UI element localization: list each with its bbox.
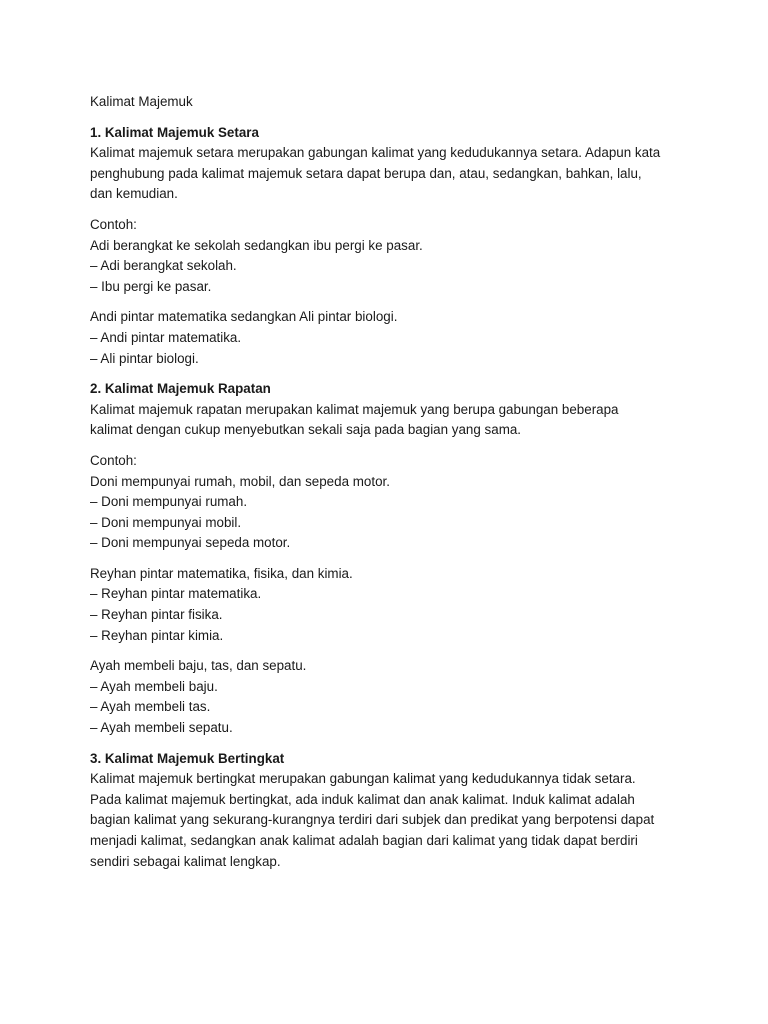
example-label: Contoh: <box>90 216 137 232</box>
example-group <box>90 215 690 297</box>
section-heading: 3. Kalimat Majemuk Bertingkat <box>90 750 285 766</box>
section-heading: 2. Kalimat Majemuk Rapatan <box>90 381 271 397</box>
paragraph-line: kalimat dengan cukup menyebutkan sekali saja pada bagian yang sama. <box>90 422 522 438</box>
example-group <box>90 451 690 554</box>
example-group <box>90 564 690 646</box>
example-sentence: Adi berangkat ke sekolah sedangkan ibu pergi ke pasar. <box>90 237 423 253</box>
paragraph-line: penghubung pada kalimat majemuk setara dapat berupa dan, atau, sedangkan, bahkan, lalu, <box>90 165 642 181</box>
section-setara <box>90 123 690 370</box>
example-group <box>90 307 690 369</box>
example-item: – Ayah membeli sepatu. <box>90 720 233 736</box>
example-item: – Ayah membeli baju. <box>90 678 218 694</box>
example-item: – Ibu pergi ke pasar. <box>90 278 212 294</box>
example-item: – Doni mempunyai mobil. <box>90 514 242 530</box>
example-item: – Ayah membeli tas. <box>90 699 211 715</box>
example-item: – Ali pintar biologi. <box>90 350 199 366</box>
paragraph-line: menjadi kalimat, sedangkan anak kalimat adalah bagian dari kalimat yang tidak dapat berdiri <box>90 833 638 848</box>
example-sentence: Reyhan pintar matematika, fisika, dan kimia. <box>90 565 353 581</box>
section-paragraph <box>90 143 690 205</box>
paragraph-line: Kalimat majemuk setara merupakan gabungan kalimat yang kedudukannya setara. Adapun kata <box>90 145 661 161</box>
example-item: – Andi pintar matematika. <box>90 329 242 345</box>
example-sentence: Andi pintar matematika sedangkan Ali pintar biologi. <box>90 309 398 325</box>
section-bertingkat <box>90 749 690 873</box>
example-sentence: Doni mempunyai rumah, mobil, dan sepeda motor. <box>90 473 390 489</box>
paragraph-line: sendiri sebagai kalimat lengkap. <box>90 853 281 869</box>
example-item: – Reyhan pintar matematika. <box>90 586 262 602</box>
example-sentence: Ayah membeli baju, tas, dan sepatu. <box>90 658 307 674</box>
section-heading: 1. Kalimat Majemuk Setara <box>90 124 259 140</box>
paragraph-line: Kalimat majemuk bertingkat merupakan gabungan kalimat yang kedudukannya tidak setara. <box>90 771 636 787</box>
example-item: – Doni mempunyai rumah. <box>90 494 248 510</box>
paragraph-line: Pada kalimat majemuk bertingkat, ada induk kalimat dan anak kalimat. Induk kalimat adalah <box>90 791 635 807</box>
document-title: Kalimat Majemuk <box>90 94 193 109</box>
paragraph-line: Kalimat majemuk rapatan merupakan kalimat majemuk yang berupa gabungan beberapa <box>90 401 619 417</box>
section-paragraph <box>90 769 690 872</box>
example-item: – Reyhan pintar fisika. <box>90 607 223 623</box>
section-rapatan <box>90 379 690 739</box>
section-paragraph <box>90 400 690 441</box>
example-group <box>90 656 690 738</box>
document-page <box>90 92 690 882</box>
example-label: Contoh: <box>90 452 137 468</box>
example-item: – Doni mempunyai sepeda motor. <box>90 535 291 551</box>
example-item: – Reyhan pintar kimia. <box>90 627 224 643</box>
paragraph-line: dan kemudian. <box>90 186 178 202</box>
paragraph-line: bagian kalimat yang sekurang-kurangnya terdiri dari subjek dan predikat yang berpotensi dapat <box>90 812 655 828</box>
example-item: – Adi berangkat sekolah. <box>90 258 237 274</box>
